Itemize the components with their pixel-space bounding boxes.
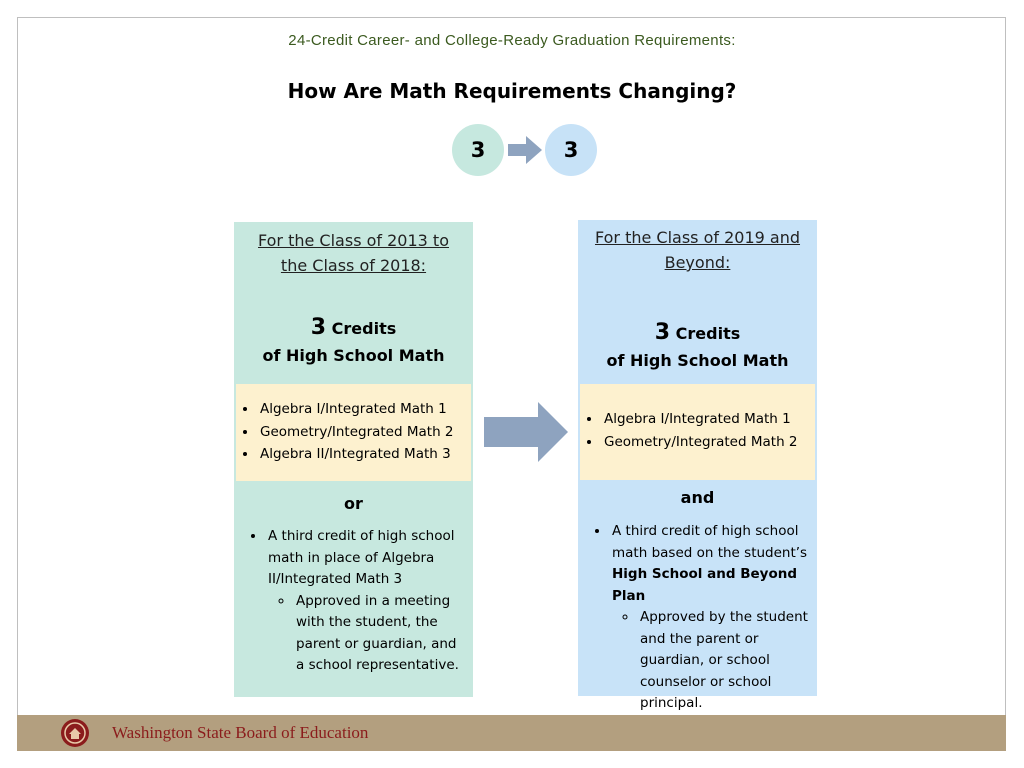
big-right-arrow-icon: [484, 402, 568, 462]
left-course-box: [236, 384, 471, 481]
right-panel-heading: [578, 225, 817, 275]
list-item: • Algebra I/Integrated Math 1: [258, 398, 471, 421]
footer-bar: [17, 715, 1006, 751]
class-2013-2018-panel: [234, 222, 473, 697]
left-heading-line2: the Class of 2018:: [280, 256, 427, 275]
right-course-list: [580, 408, 815, 453]
list-item: • Geometry/Integrated Math 2: [258, 421, 471, 444]
board-seal-icon: [60, 718, 90, 748]
right-credits-word: Credits: [675, 324, 741, 343]
right-credits: [578, 319, 817, 374]
right-third-list: [592, 521, 810, 715]
list-item: • Algebra II/Integrated Math 3: [258, 443, 471, 466]
left-credits-word: Credits: [331, 319, 397, 338]
left-heading-line1: For the Class of 2013 to: [258, 231, 449, 250]
right-heading-line2: Beyond:: [664, 253, 731, 272]
slide-subtitle: 24-Credit Career- and College-Ready Graduation Requirements:: [288, 32, 736, 49]
list-item: • Algebra I/Integrated Math 1: [602, 408, 815, 431]
left-course-list: [236, 398, 471, 466]
list-item: [610, 521, 810, 715]
right-third-text: A third credit of high school math based on the student’s: [612, 523, 808, 561]
left-connector: or: [344, 494, 363, 513]
right-third-bold: High School and Beyond Plan: [612, 566, 797, 604]
left-credits-number: 3: [310, 315, 327, 340]
footer-org-name: Washington State Board of Education: [112, 723, 369, 742]
list-item: • Geometry/Integrated Math 2: [602, 431, 815, 454]
slide-title: How Are Math Requirements Changing?: [287, 79, 737, 103]
to-credits-circle: 3: [545, 124, 597, 176]
right-credits-line2: of High School Math: [606, 351, 789, 370]
small-right-arrow-icon: [508, 136, 542, 164]
right-credits-number: 3: [654, 320, 671, 345]
left-credits-line2: of High School Math: [262, 346, 445, 365]
from-credits-circle: 3: [452, 124, 504, 176]
slide-frame: [17, 17, 1006, 748]
right-connector: and: [680, 488, 715, 507]
left-alt-list: [248, 526, 466, 677]
left-panel-heading: [234, 228, 473, 278]
right-course-box: [580, 384, 815, 480]
right-heading-line1: For the Class of 2019 and: [594, 228, 801, 247]
left-alt-text: A third credit of high school math in place of Algebra II/Integrated Math 3: [268, 528, 455, 587]
class-2019-beyond-panel: [578, 220, 817, 711]
list-item: ◦ Approved in a meeting with the student, the parent or guardian, and a school representative.: [294, 591, 466, 677]
left-credits: [234, 314, 473, 369]
list-item: ◦ Approved by the student and the parent or guardian, or school counselor or school principal.: [638, 607, 810, 715]
list-item: [266, 526, 466, 677]
